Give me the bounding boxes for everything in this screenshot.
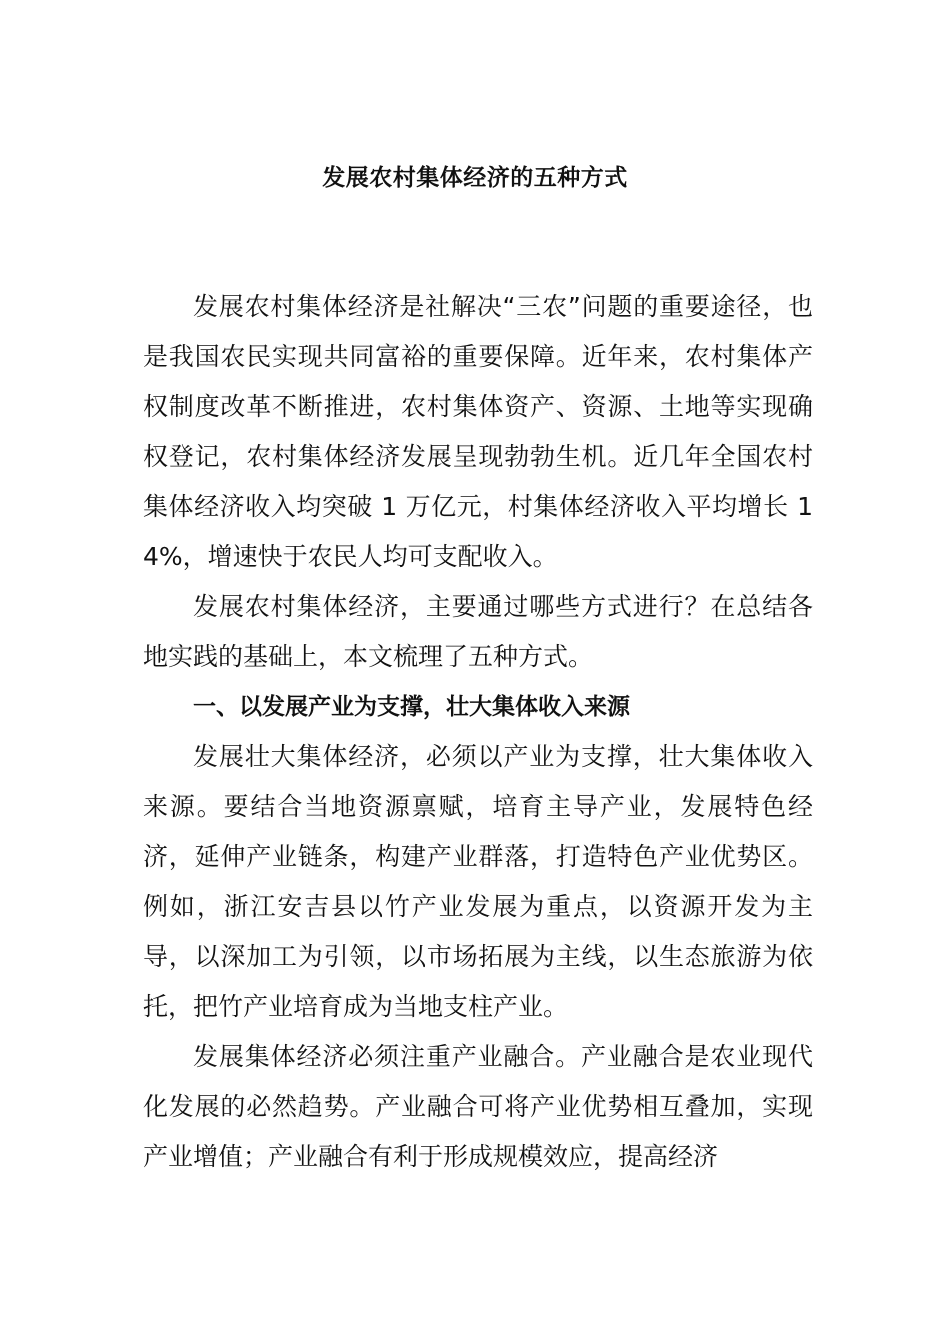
document-body	[143, 282, 813, 1182]
paragraph: 发展农村集体经济，主要通过哪些方式进行？在总结各地实践的基础上，本文梳理了五种方式。	[143, 592, 813, 671]
section-heading: 一、以发展产业为支撑，壮大集体收入来源	[193, 694, 630, 720]
paragraph: 发展集体经济必须注重产业融合。产业融合是农业现代化发展的必然趋势。产业融合可将产业优势相互叠加，实现产业增值；产业融合有利于形成规模效应，提高经济	[143, 1042, 813, 1171]
document-title: 发展农村集体经济的五种方式	[322, 165, 628, 191]
paragraph: 发展农村集体经济是社解决“三农”问题的重要途径，也是我国农民实现共同富裕的重要保障。近年来，农村集体产权制度改革不断推进，农村集体资产、资源、土地等实现确权登记，农村集体经济发展呈现勃勃生机。近几年全国农村集体经济收入均突破 1 万亿元，村集体经济收入平均增长 14%，增速快于农民人均可支配收入。	[143, 292, 813, 571]
paragraph: 发展壮大集体经济，必须以产业为支撑，壮大集体收入来源。要结合当地资源禀赋，培育主导产业，发展特色经济，延伸产业链条，构建产业群落，打造特色产业优势区。例如，浙江安吉县以竹产业发展为重点，以资源开发为主导，以深加工为引领，以市场拓展为主线，以生态旅游为依托，把竹产业培育成为当地支柱产业。	[143, 742, 813, 1021]
